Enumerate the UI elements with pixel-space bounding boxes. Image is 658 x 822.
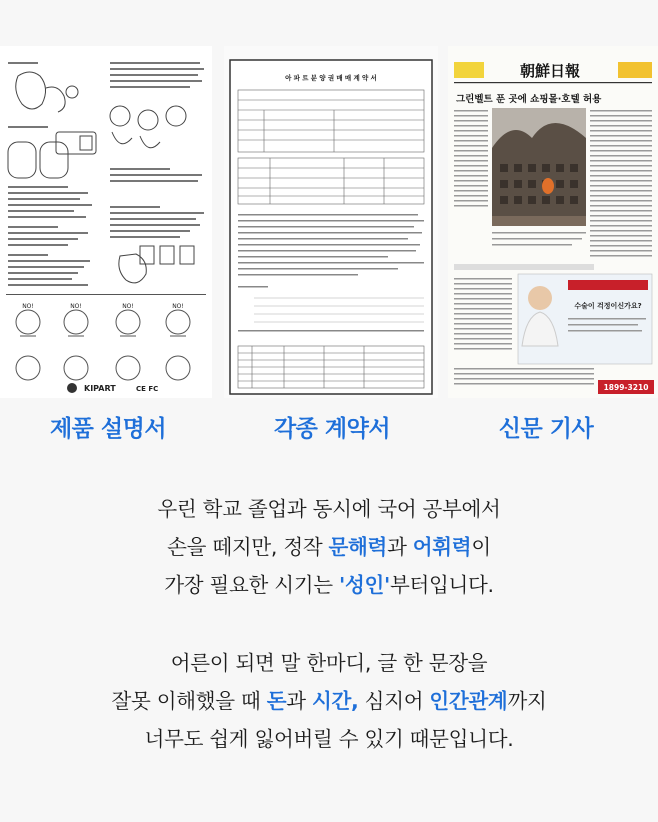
newspaper-headline: 그린벨트 푼 곳에 쇼핑몰·호텔 허용 — [456, 94, 602, 105]
caption-news: 신문 기사 — [498, 416, 594, 442]
caption-contract: 각종 계약서 — [273, 416, 391, 442]
paragraph-1 — [0, 490, 658, 604]
newspaper-illustration — [448, 46, 658, 398]
manual-brand: KIPART — [84, 384, 116, 393]
contract-illustration — [224, 46, 438, 398]
newspaper-masthead: 朝鮮日報 — [519, 62, 581, 80]
p2-line3: 너무도 쉽게 잃어버릴 수 있기 때문입니다. — [144, 727, 514, 751]
highlight-vocabulary: 어휘력 — [412, 535, 472, 559]
no-label: NO! — [70, 303, 82, 310]
p1-line3 — [0, 566, 658, 604]
highlight-adult: '성인' — [338, 573, 390, 597]
p2-line2-text-d: 까지 — [507, 689, 547, 713]
highlight-literacy: 문해력 — [328, 535, 388, 559]
no-label: NO! — [122, 303, 134, 310]
manual-cert: CE FC — [136, 385, 159, 393]
no-label: NO! — [22, 303, 34, 310]
p1-line2-text-c: 이 — [471, 535, 491, 559]
paragraph-2 — [0, 644, 658, 758]
highlight-time: 시간, — [311, 689, 359, 713]
p2-line2-text-a: 잘못 이해했을 때 — [111, 689, 267, 713]
p1-line2-text-b: 과 — [387, 535, 413, 559]
p1-line3-text-b: 부터입니다. — [389, 573, 494, 597]
p2-line2-text-c: 심지어 — [358, 689, 430, 713]
p1-line2-text-a: 손을 떼지만, 정작 — [167, 535, 329, 559]
highlight-money: 돈 — [266, 689, 287, 713]
caption-manual: 제품 설명서 — [49, 416, 167, 442]
p2-line1: 어른이 되면 말 한마디, 글 한 문장을 — [170, 651, 488, 675]
p1-line2 — [0, 528, 658, 566]
manual-illustration — [0, 46, 212, 398]
product-manual-image — [0, 46, 212, 398]
p2-line2-text-b: 과 — [286, 689, 312, 713]
newspaper-image — [448, 46, 658, 398]
ad-text: 수술이 걱정이신가요? — [574, 302, 642, 310]
p2-line2 — [0, 682, 658, 720]
p1-line3-text-a: 가장 필요한 시기는 — [164, 573, 339, 597]
no-label: NO! — [172, 303, 184, 310]
ad-phone: 1899-3210 — [603, 383, 649, 392]
contract-title: 아 파 트 분 양 권 매 매 계 약 서 — [285, 74, 377, 82]
highlight-relationships: 인간관계 — [429, 689, 508, 713]
contract-image — [224, 46, 438, 398]
p1-line1: 우린 학교 졸업과 동시에 국어 공부에서 — [157, 497, 501, 521]
